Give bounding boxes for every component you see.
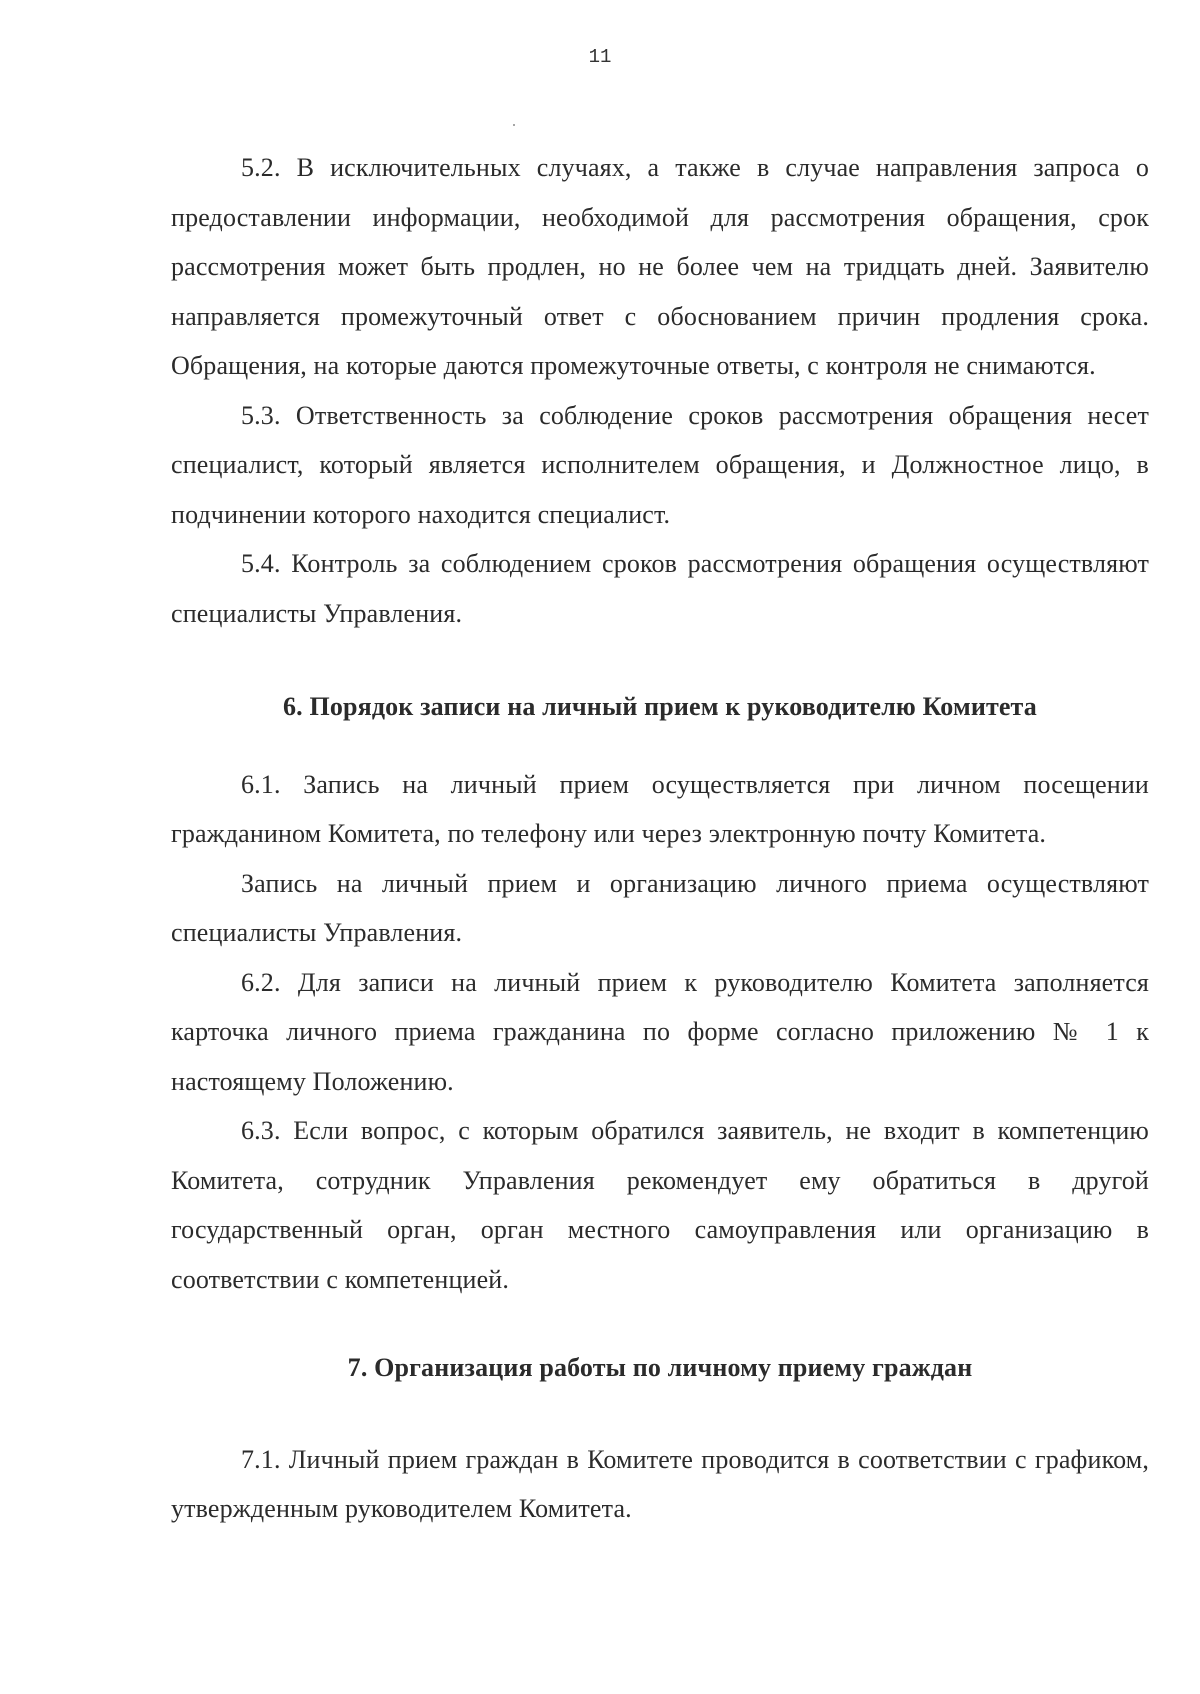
page-number: 11 (588, 46, 612, 68)
scan-speck (513, 124, 515, 126)
paragraph-5-3: 5.3. Ответственность за соблюдение сроков рассмотрения обращения несет специалист, который является исполнителем обращения, и Должностное лицо, в подчинении которого находится специалист. (171, 400, 1149, 529)
spacer (171, 1393, 1149, 1435)
spacer (171, 732, 1149, 760)
paragraph-5-4: 5.4. Контроль за соблюдением сроков рассмотрения обращения осуществляют специалисты Управления. (171, 549, 1149, 628)
paragraph-7-1: 7.1. Личный прием граждан в Комитете проводится в соответствии с графиком, утвержденным руководителем Комитета. (171, 1444, 1149, 1523)
paragraph-6-1-cont: Запись на личный прием и организацию личного приема осуществляют специалисты Управления. (171, 868, 1149, 947)
paragraph-6-2: 6.2. Для записи на личный прием к руководителю Комитета заполняется карточка личного приема гражданина по форме согласно приложению № 1 к настоящему Положению. (171, 967, 1149, 1096)
section-7-heading: 7. Организация работы по личному приему граждан (347, 1353, 973, 1382)
section-6-heading: 6. Порядок записи на личный прием к руководителю Комитета (283, 692, 1037, 721)
section-5 (171, 143, 1149, 638)
document-body (171, 143, 1149, 1534)
paragraph-5-2: 5.2. В исключительных случаях, а также в случае направления запроса о предоставлении информации, необходимой для рассмотрения обращения, срок рассмотрения может быть продлен, но не более чем на тридцать дней. Заявителю направляется промежуточный ответ с обоснованием причин продления срока. Обращения, на которые даются промежуточные ответы, с контроля не снимаются. (171, 153, 1149, 380)
spacer (171, 638, 1149, 682)
section-7 (171, 1343, 1149, 1534)
section-6 (171, 682, 1149, 1304)
spacer (171, 1304, 1149, 1343)
paragraph-6-1: 6.1. Запись на личный прием осуществляется при личном посещении гражданином Комитета, по телефону или через электронную почту Комитета. (171, 769, 1149, 848)
paragraph-6-3: 6.3. Если вопрос, с которым обратился заявитель, не входит в компетенцию Комитета, сотрудник Управления рекомендует ему обратиться в другой государственный орган, орган местного самоуправления или организацию в соответствии с компетенцией. (171, 1116, 1149, 1294)
